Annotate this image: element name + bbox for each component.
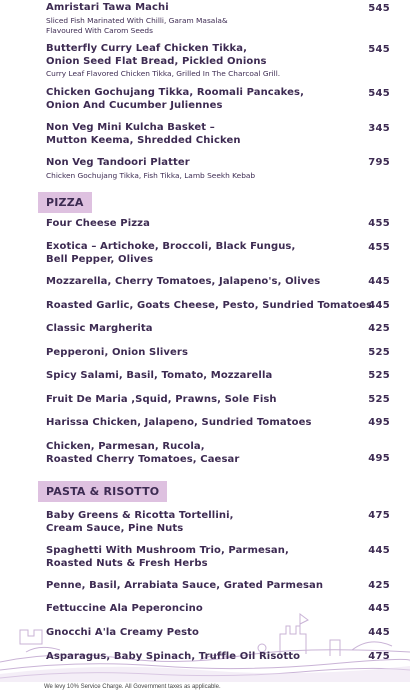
footer-tax-note: We levy 10% Service Charge. All Government taxes as applicable. [44, 684, 221, 690]
item-price: 495 [368, 417, 390, 428]
item-name: Asparagus, Baby Spinach, Truffle Oil Risotto [46, 651, 301, 662]
item-name: Fruit De Maria ,Squid, Prawns, Sole Fish [46, 394, 277, 405]
item-price: 475 [368, 651, 390, 662]
item-name: Non Veg Tandoori Platter [46, 157, 190, 168]
item-name: Chicken, Parmesan, Rucola, Roasted Cherry Tomatoes, Caesar [46, 441, 240, 465]
item-name: Mozzarella, Cherry Tomatoes, Jalapeno's, Olives [46, 276, 321, 287]
menu-item [46, 627, 391, 640]
item-price: 475 [368, 510, 390, 521]
menu-item [46, 417, 391, 430]
menu-item [46, 300, 391, 313]
menu-item [46, 347, 391, 360]
menu-item [46, 87, 391, 112]
item-name: Fettuccine Ala Peperoncino [46, 603, 203, 614]
item-name: Spicy Salami, Basil, Tomato, Mozzarella [46, 370, 273, 381]
item-price: 445 [368, 300, 390, 311]
item-description: Chicken Gochujang Tikka, Fish Tikka, Lamb Seekh Kebab [46, 170, 256, 180]
item-price: 545 [368, 44, 390, 55]
menu-item [46, 122, 391, 147]
item-name: Classic Margherita [46, 323, 153, 334]
item-name: Roasted Garlic, Goats Cheese, Pesto, Sundried Tomatoes [46, 300, 373, 311]
item-price: 795 [368, 157, 390, 168]
item-name: Pepperoni, Onion Slivers [46, 347, 188, 358]
item-price: 445 [368, 545, 390, 556]
item-price: 445 [368, 603, 390, 614]
item-price: 495 [368, 453, 390, 464]
item-price: 445 [368, 276, 390, 287]
item-name: Gnocchi A'la Creamy Pesto [46, 627, 199, 638]
item-price: 545 [368, 88, 390, 99]
item-price: 445 [368, 627, 390, 638]
item-price: 525 [368, 347, 390, 358]
item-price: 455 [368, 242, 390, 253]
menu-item [46, 370, 391, 383]
item-price: 525 [368, 370, 390, 381]
menu-item [46, 394, 391, 407]
item-price: 345 [368, 123, 390, 134]
item-name: Amristari Tawa Machi [46, 2, 169, 13]
item-description: Sliced Fish Marinated With Chilli, Garam Masala& Flavoured With Carom Seeds [46, 15, 228, 35]
menu-item [46, 241, 391, 266]
menu-item [46, 157, 391, 181]
item-name: Non Veg Mini Kulcha Basket – Mutton Keema, Shredded Chicken [46, 122, 241, 146]
menu-item [46, 651, 391, 664]
menu-item [46, 218, 391, 231]
item-price: 425 [368, 580, 390, 591]
item-price: 425 [368, 323, 390, 334]
item-name: Harissa Chicken, Jalapeno, Sundried Tomatoes [46, 417, 312, 428]
menu-item [46, 323, 391, 336]
menu-item [46, 43, 391, 79]
item-name: Spaghetti With Mushroom Trio, Parmesan, Roasted Nuts & Fresh Herbs [46, 545, 289, 569]
menu-item [46, 545, 391, 570]
item-description: Curry Leaf Flavored Chicken Tikka, Grilled In The Charcoal Grill. [46, 69, 281, 78]
item-name: Exotica – Artichoke, Broccoli, Black Fungus, Bell Pepper, Olives [46, 241, 296, 265]
item-price: 525 [368, 394, 390, 405]
item-price: 545 [368, 3, 390, 14]
section-heading-pizza: PIZZA [38, 192, 92, 213]
sandcastle-illustration [0, 600, 410, 682]
menu-item [46, 580, 391, 593]
item-name: Chicken Gochujang Tikka, Roomali Pancakes, Onion And Cucumber Juliennes [46, 87, 304, 111]
item-name: Penne, Basil, Arrabiata Sauce, Grated Parmesan [46, 580, 324, 591]
item-name: Butterfly Curry Leaf Chicken Tikka, Onion Seed Flat Bread, Pickled Onions [46, 43, 267, 67]
item-price: 455 [368, 218, 390, 229]
item-name: Four Cheese Pizza [46, 218, 150, 229]
section-heading-pasta-risotto: PASTA & RISOTTO [38, 481, 167, 502]
menu-item [46, 2, 391, 36]
item-name: Baby Greens & Ricotta Tortellini, Cream Sauce, Pine Nuts [46, 510, 234, 534]
menu-item [46, 510, 391, 535]
menu-item [46, 441, 391, 466]
menu-item [46, 276, 391, 289]
